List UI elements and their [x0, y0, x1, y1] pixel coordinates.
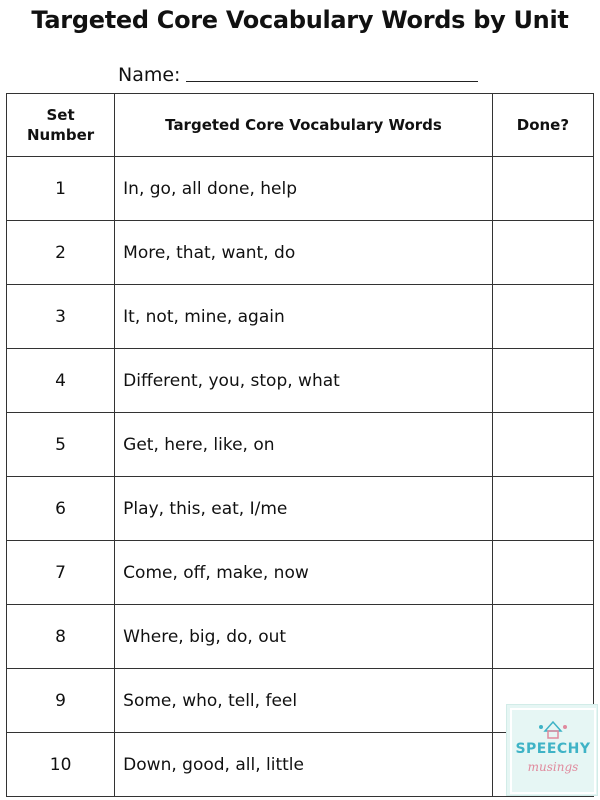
- header-row: [7, 94, 594, 157]
- done-cell: [492, 605, 593, 669]
- set-number-cell: 2: [7, 221, 115, 285]
- header-done: Done?: [492, 94, 593, 157]
- table-row: [7, 285, 594, 349]
- words-cell: Down, good, all, little: [115, 733, 493, 797]
- set-number-cell: 4: [7, 349, 115, 413]
- words-cell: It, not, mine, again: [115, 285, 493, 349]
- words-cell: Come, off, make, now: [115, 541, 493, 605]
- table-row: [7, 349, 594, 413]
- done-cell: [492, 349, 593, 413]
- page-title: Targeted Core Vocabulary Words by Unit: [31, 6, 569, 34]
- set-number-cell: 10: [7, 733, 115, 797]
- table-row: [7, 221, 594, 285]
- table-row: [7, 413, 594, 477]
- vocabulary-table: [6, 93, 594, 797]
- words-cell: Some, who, tell, feel: [115, 669, 493, 733]
- header-set-number: [7, 94, 115, 157]
- name-label: Name:: [118, 64, 181, 86]
- done-cell: [492, 285, 593, 349]
- done-cell: [492, 541, 593, 605]
- set-number-cell: 8: [7, 605, 115, 669]
- words-cell: Get, here, like, on: [115, 413, 493, 477]
- header-words: Targeted Core Vocabulary Words: [115, 94, 493, 157]
- set-number-cell: 6: [7, 477, 115, 541]
- set-number-cell: 7: [7, 541, 115, 605]
- set-number-cell: 3: [7, 285, 115, 349]
- set-number-cell: 5: [7, 413, 115, 477]
- header-set-line1: Set: [46, 106, 75, 124]
- done-cell: [492, 413, 593, 477]
- done-cell: [492, 477, 593, 541]
- set-number-cell: 9: [7, 669, 115, 733]
- words-cell: In, go, all done, help: [115, 157, 493, 221]
- logo-word-speechy: SPEECHY: [515, 741, 591, 757]
- table-row: [7, 477, 594, 541]
- table-row: [7, 157, 594, 221]
- done-cell: [492, 221, 593, 285]
- words-cell: Play, this, eat, I/me: [115, 477, 493, 541]
- table-row: [7, 541, 594, 605]
- set-number-cell: 1: [7, 157, 115, 221]
- header-set-line2: Number: [27, 126, 95, 144]
- words-cell: Where, big, do, out: [115, 605, 493, 669]
- table-row: [7, 605, 594, 669]
- words-cell: Different, you, stop, what: [115, 349, 493, 413]
- speechy-musings-logo: [506, 704, 598, 796]
- name-field: [118, 58, 478, 86]
- words-cell: More, that, want, do: [115, 221, 493, 285]
- name-line: [186, 81, 478, 82]
- done-cell: [492, 157, 593, 221]
- logo-word-musings: musings: [527, 760, 579, 774]
